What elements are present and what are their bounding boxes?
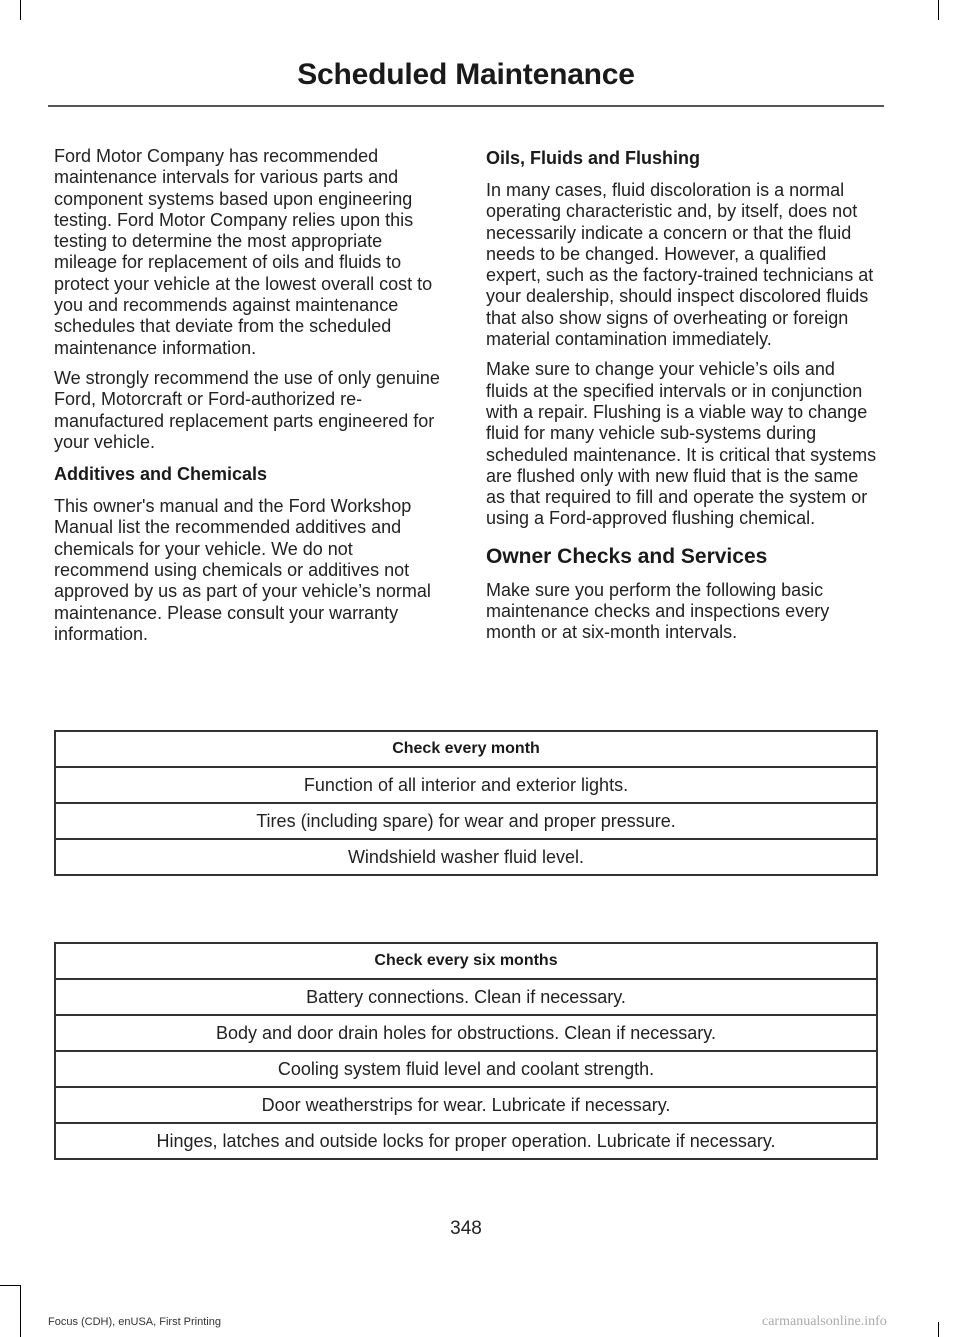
monthly-checks-table (54, 730, 878, 876)
table-cell: Windshield washer fluid level. (347, 846, 585, 867)
title-divider (48, 105, 884, 107)
parts-paragraph: We strongly recommend the use of only genuine Ford, Motorcraft or Ford-authorized re-manufactured replacement parts engineered for your vehicle. (54, 367, 440, 452)
table-row (55, 979, 877, 1015)
six-month-checks-header: Check every six months (55, 943, 877, 979)
table-cell: Door weatherstrips for wear. Lubricate if necessary. (55, 1087, 877, 1123)
table-cell: Body and door drain holes for obstructions. Clean if necessary. (55, 1015, 877, 1051)
intro-paragraph: Ford Motor Company has recommended maintenance intervals for various parts and component systems based upon engineering testing. Ford Motor Company relies upon this testing to determine the most appropriate mileage for replacement of oils and fluids to protect your vehicle at the lowest overall cost to you and recommends against maintenance schedules that deviate from the scheduled maintenance information. (54, 146, 433, 358)
crop-mark-top-right (938, 0, 939, 20)
discoloration-paragraph: In many cases, fluid discoloration is a normal operating characteristic and, by itself, does not necessarily indicate a concern or that the fluid needs to be changed. However, a qualified expert, such as the factory-trained technicians at your dealership, should inspect discolored fluids that also show signs of overheating or foreign material contamination immediately. (486, 180, 874, 350)
edition-footer: Focus (CDH), enUSA, First Printing (48, 1316, 221, 1328)
additives-heading: Additives and Chemicals (54, 464, 268, 485)
table-cell: Battery connections. Clean if necessary. (55, 979, 877, 1015)
table-row (55, 767, 877, 803)
table-row (55, 839, 877, 875)
additives-paragraph: This owner's manual and the Ford Workshop Manual list the recommended additives and chemicals for your vehicle. We do not recommend using chemicals or additives not approved by us as part of your vehicle’s normal maintenance. Please consult your warranty information. (54, 496, 431, 644)
page-title: Scheduled Maintenance (297, 58, 635, 91)
right-column (486, 146, 881, 653)
table-cell: Function of all interior and exterior lights. (55, 767, 877, 803)
table-cell: Hinges, latches and outside locks for proper operation. Lubricate if necessary. (156, 1130, 776, 1151)
six-month-checks-table (54, 942, 878, 1160)
crop-mark-bottom-left-vertical (20, 1285, 21, 1337)
table-cell: Cooling system fluid level and coolant strength. (55, 1051, 877, 1087)
oils-heading: Oils, Fluids and Flushing (486, 148, 701, 168)
page-number: 348 (450, 1218, 482, 1239)
table-row (55, 1051, 877, 1087)
flushing-paragraph: Make sure to change your vehicle’s oils and fluids at the specified intervals or in conjunction with a repair. Flushing is a viable way to change fluid for many vehicle sub-systems during scheduled maintenance. It is critical that systems are flushed only with new fluid that is the same as that required to fill and operate the system or using a Ford-approved flushing chemical. (486, 359, 877, 529)
table-row (55, 1087, 877, 1123)
table-row (55, 1123, 877, 1159)
watermark: carmanualsonline.info (762, 1314, 887, 1329)
left-column (54, 146, 449, 654)
table-row (55, 803, 877, 839)
crop-mark-bottom-left (0, 1285, 20, 1286)
table-cell: Tires (including spare) for wear and proper pressure. (55, 803, 877, 839)
crop-mark-bottom-right (938, 1322, 939, 1337)
owner-checks-heading: Owner Checks and Services (486, 544, 768, 568)
monthly-checks-header: Check every month (55, 731, 877, 767)
table-row (55, 1015, 877, 1051)
owner-checks-paragraph: Make sure you perform the following basic maintenance checks and inspections every month or at six-month intervals. (486, 579, 830, 643)
crop-mark-top-left (20, 0, 21, 20)
